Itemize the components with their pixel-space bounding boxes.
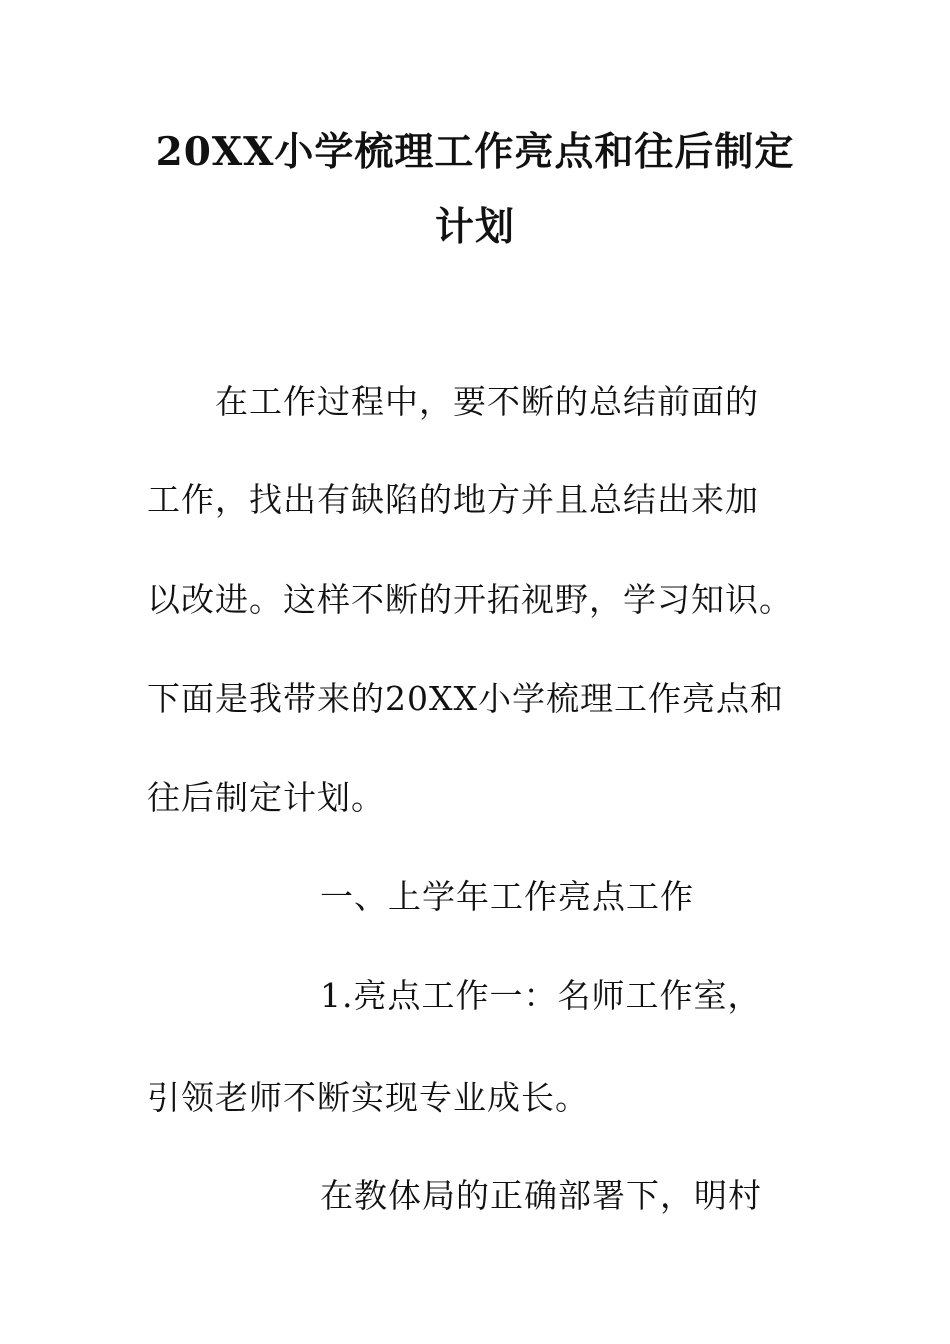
paragraph-line: 在教体局的正确部署下，明村 <box>320 1176 762 1215</box>
paragraph-line: 下面是我带来的20XX小学梳理工作亮点和 <box>147 679 784 718</box>
section-heading: 一、上学年工作亮点工作 <box>320 877 694 916</box>
paragraph-line: 工作，找出有缺陷的地方并且总结出来加 <box>147 480 759 519</box>
paragraph-line: 往后制定计划。 <box>147 778 385 817</box>
document-title-line-1: 20XX小学梳理工作亮点和往后制定 <box>155 129 795 175</box>
paragraph-line: 在工作过程中，要不断的总结前面的 <box>215 382 759 421</box>
item-line: 1.亮点工作一：名师工作室， <box>320 976 762 1015</box>
paragraph-line: 以改进。这样不断的开拓视野，学习知识。 <box>147 580 793 619</box>
item-line: 引领老师不断实现专业成长。 <box>147 1078 589 1117</box>
document-title-line-2: 计划 <box>434 204 515 250</box>
